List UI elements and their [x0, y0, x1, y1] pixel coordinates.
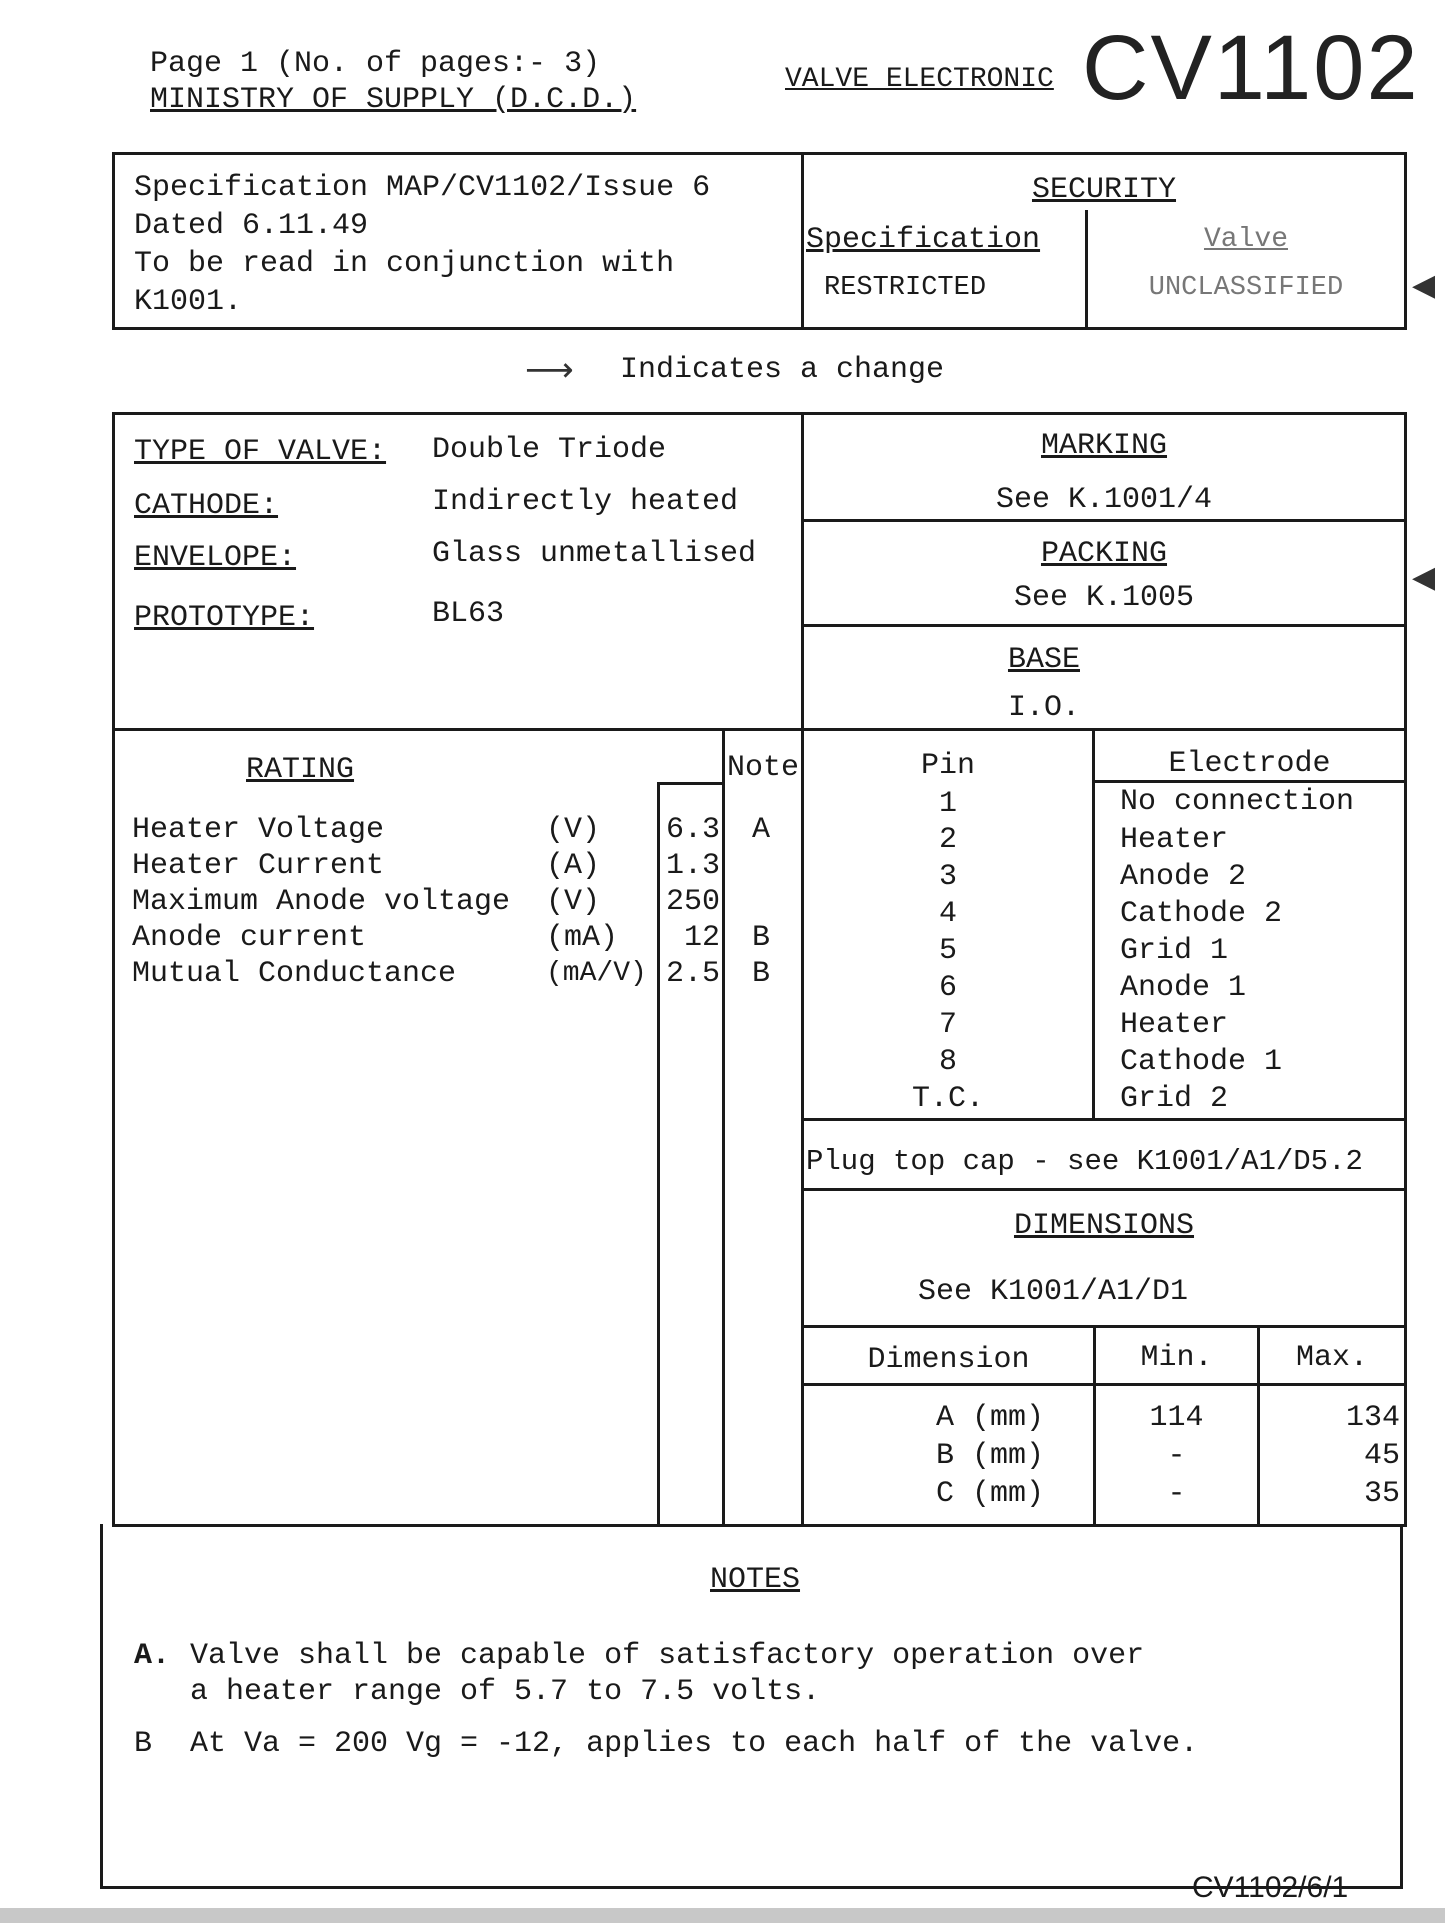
note-a-line-1: Valve shall be capable of satisfactory operation over: [190, 1639, 1145, 1673]
rating-note: B: [751, 957, 770, 991]
pin-number: 6: [938, 971, 957, 1005]
spec-line-3: To be read in conjunction with: [134, 247, 675, 281]
scan-edge: [0, 1908, 1445, 1923]
pin-electrode: Cathode 2: [1120, 897, 1283, 931]
dimension-max: 45: [1363, 1439, 1400, 1473]
rating-note: A: [751, 813, 770, 847]
pin-number: 3: [938, 860, 957, 894]
security-spec-label: Specification: [806, 223, 1041, 257]
envelope-label: ENVELOPE:: [134, 541, 297, 575]
pin-electrode: Grid 2: [1120, 1082, 1229, 1116]
cathode-label: CATHODE:: [134, 489, 279, 523]
packing-value: See K.1005: [1013, 581, 1195, 615]
rating-name: Maximum Anode voltage: [132, 885, 511, 919]
dimension-name: C (mm): [936, 1477, 1045, 1511]
spec-line-2: Dated 6.11.49: [134, 209, 369, 243]
rating-name: Heater Current: [132, 849, 385, 883]
dim-col-max: Max.: [1295, 1341, 1368, 1375]
ministry-title: MINISTRY OF SUPPLY (D.C.D.): [150, 83, 637, 117]
rating-value: 12: [683, 921, 720, 955]
valve-electronic-label: VALVE ELECTRONIC: [785, 64, 1054, 95]
rating-title: RATING: [246, 753, 355, 787]
change-note: Indicates a change: [620, 353, 945, 387]
electrode-header: Electrode: [1168, 747, 1331, 781]
pin-electrode: Cathode 1: [1120, 1045, 1283, 1079]
pin-number: 4: [938, 897, 957, 931]
security-title: SECURITY: [1031, 173, 1177, 207]
security-valve-label: Valve: [1203, 224, 1288, 255]
dim-col-dimension: Dimension: [867, 1343, 1030, 1377]
note-b-label: B: [134, 1727, 153, 1761]
spec-line-4: K1001.: [134, 285, 243, 319]
security-valve-value: UNCLASSIFIED: [1148, 273, 1344, 303]
pin-electrode: Heater: [1120, 823, 1229, 857]
security-spec-value: RESTRICTED: [824, 273, 987, 303]
pin-number: 1: [938, 787, 957, 821]
pin-header: Pin: [920, 749, 975, 783]
rating-name: Mutual Conductance: [132, 957, 457, 991]
pin-number: 8: [938, 1045, 957, 1079]
rating-value: 250: [665, 885, 720, 919]
top-cap-note: Plug top cap - see K1001/A1/D5.2: [806, 1145, 1363, 1178]
rating-unit: (mA): [546, 921, 619, 955]
dimension-max: 134: [1345, 1401, 1400, 1435]
cv-number: CV1102: [1082, 17, 1420, 119]
dimension-min: -: [1167, 1477, 1186, 1511]
pin-electrode: Heater: [1120, 1008, 1229, 1042]
cathode-value: Indirectly heated: [432, 485, 739, 519]
prototype-value: BL63: [432, 597, 505, 631]
change-indicator-arrow-icon: ⟶: [525, 350, 574, 390]
rating-value: 2.5: [665, 957, 720, 991]
pin-number: 5: [938, 934, 957, 968]
rating-name: Heater Voltage: [132, 813, 385, 847]
base-value: I.O.: [1007, 691, 1080, 725]
rating-value: 6.3: [665, 813, 720, 847]
dimension-max: 35: [1363, 1477, 1400, 1511]
rating-unit: (mA/V): [546, 958, 647, 989]
rating-value: 1.3: [665, 849, 720, 883]
note-b-text: At Va = 200 Vg = -12, applies to each half of the valve.: [190, 1727, 1199, 1761]
rating-unit: (A): [546, 849, 601, 883]
pin-number: 7: [938, 1008, 957, 1042]
packing-change-arrow-icon: ◀: [1412, 560, 1436, 595]
type-value: Double Triode: [432, 433, 667, 467]
dimensions-see: See K1001/A1/D1: [918, 1275, 1189, 1309]
rating-name: Anode current: [132, 921, 367, 955]
notes-title: NOTES: [710, 1563, 801, 1597]
dimension-name: B (mm): [936, 1439, 1045, 1473]
page-info: Page 1 (No. of pages:- 3): [150, 47, 601, 81]
pin-electrode: Grid 1: [1120, 934, 1229, 968]
note-header: Note: [727, 751, 800, 785]
note-a-label: A.: [134, 1639, 171, 1673]
dimension-min: 114: [1149, 1401, 1204, 1435]
dimension-name: A (mm): [936, 1401, 1045, 1435]
pin-number: T.C.: [911, 1082, 984, 1116]
dimensions-title: DIMENSIONS: [1013, 1209, 1195, 1243]
rating-note: B: [751, 921, 770, 955]
change-arrow-icon: ◀: [1412, 268, 1436, 303]
rating-unit: (V): [546, 885, 601, 919]
marking-value: See K.1001/4: [995, 483, 1213, 517]
marking-title: MARKING: [1040, 429, 1168, 463]
pin-electrode: Anode 1: [1120, 971, 1247, 1005]
spec-line-1: Specification MAP/CV1102/Issue 6: [134, 171, 711, 205]
envelope-value: Glass unmetallised: [432, 537, 757, 571]
prototype-label: PROTOTYPE:: [134, 601, 315, 635]
pin-electrode: Anode 2: [1120, 860, 1247, 894]
type-label: TYPE OF VALVE:: [134, 435, 387, 469]
pin-electrode: No connection: [1120, 785, 1355, 819]
dim-col-min: Min.: [1140, 1341, 1213, 1375]
base-title: BASE: [1007, 643, 1080, 677]
dimension-min: -: [1167, 1439, 1186, 1473]
footer-reference: CV1102/6/1: [1192, 1871, 1349, 1904]
pin-number: 2: [938, 823, 957, 857]
packing-title: PACKING: [1040, 537, 1168, 571]
note-a-line-2: a heater range of 5.7 to 7.5 volts.: [190, 1675, 821, 1709]
rating-unit: (V): [546, 813, 601, 847]
